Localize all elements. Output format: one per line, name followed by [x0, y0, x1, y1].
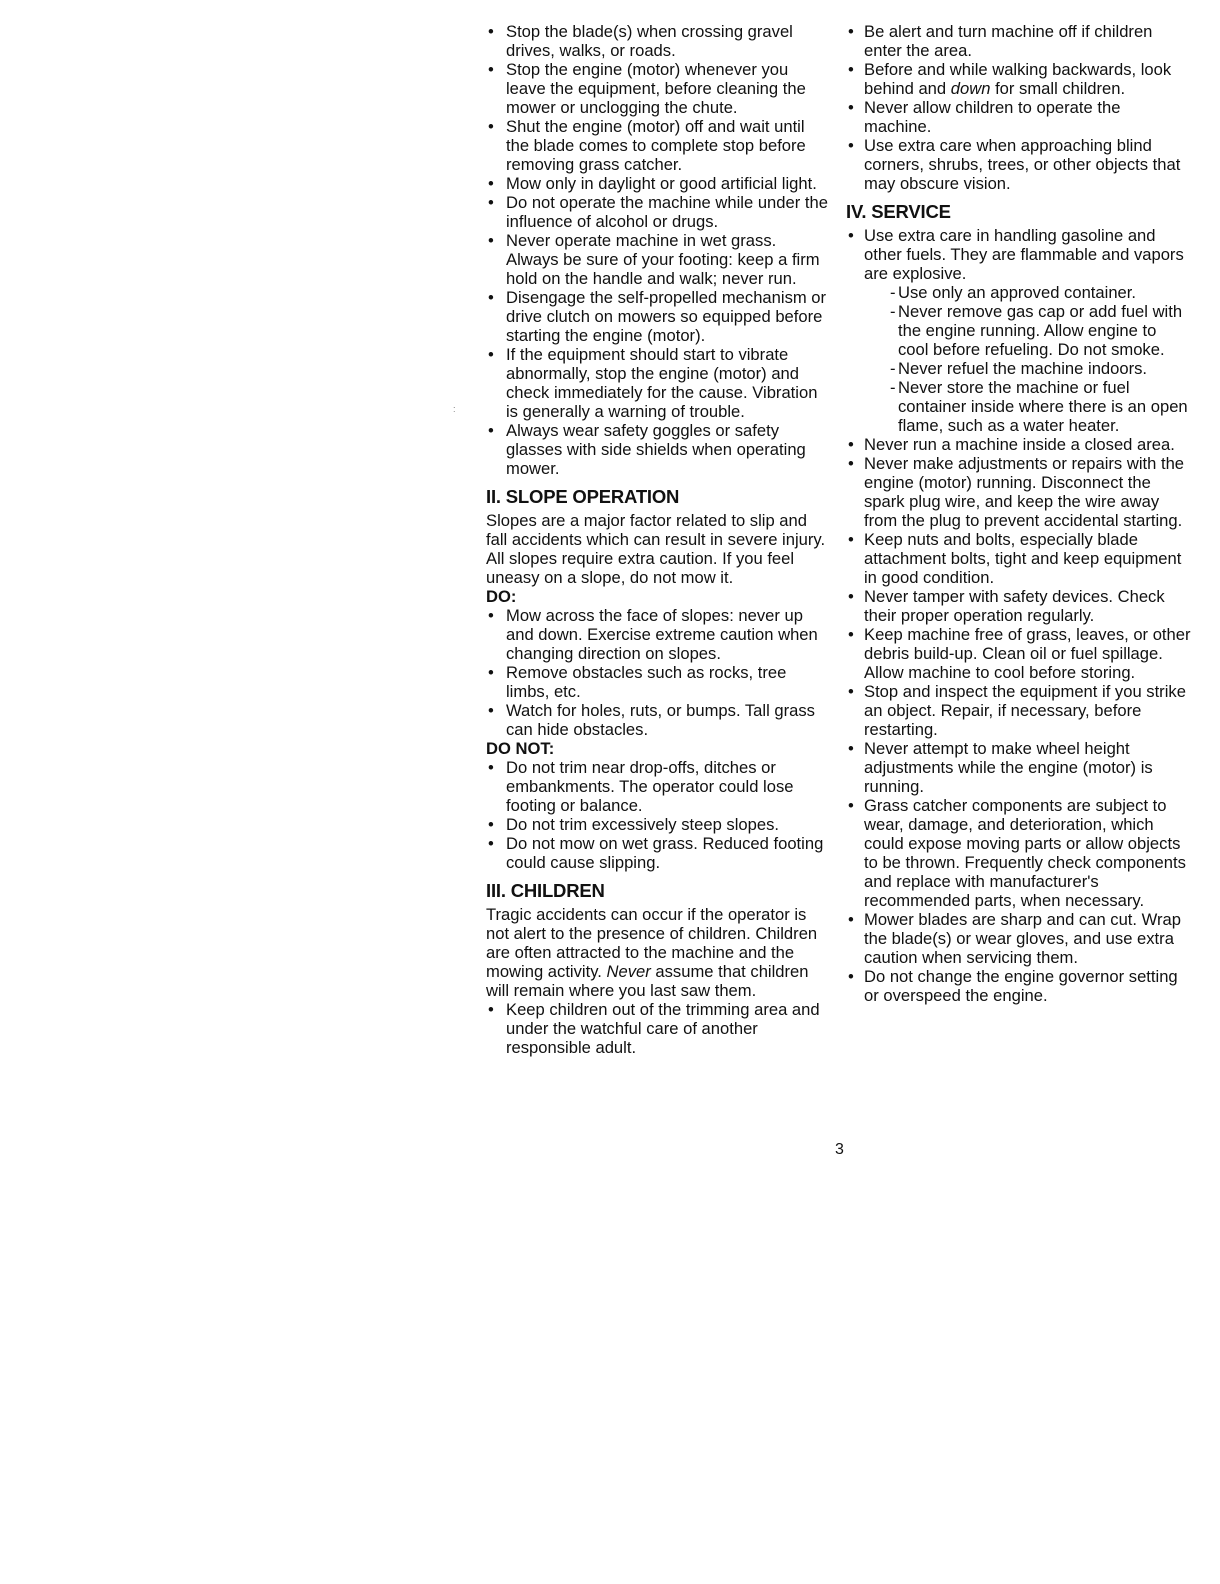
margin-mark: :	[453, 404, 456, 414]
page-number: 3	[835, 1141, 844, 1158]
list-item: • Do not mow on wet grass. Reduced footing could cause slipping.	[486, 834, 832, 872]
section-heading-service: IV. SERVICE	[846, 201, 951, 222]
list-item: • Do not trim excessively steep slopes.	[486, 815, 832, 834]
sublist-item: - Use only an approved container.	[890, 283, 1191, 302]
service-list	[846, 226, 1191, 1005]
list-item: • Mower blades are sharp and can cut. Wrap the blade(s) or wear gloves, and use extra caution when servicing them.	[846, 910, 1191, 967]
list-item-text: Before and while walking backwards, look behind and	[864, 60, 1172, 98]
do-list	[486, 606, 832, 739]
safety-list-top	[486, 22, 832, 478]
do-label: DO:	[486, 587, 517, 606]
list-item: • Keep machine free of grass, leaves, or other debris build-up. Clean oil or fuel spillage. Allow machine to cool before storing.	[846, 625, 1191, 682]
sublist-item: - Never remove gas cap or add fuel with the engine running. Allow engine to cool before refueling. Do not smoke.	[890, 302, 1191, 359]
section-heading-slope: II. SLOPE OPERATION	[486, 486, 680, 507]
children-intro	[486, 905, 832, 1000]
do-not-list	[486, 758, 832, 872]
list-item: • Stop the blade(s) when crossing gravel drives, walks, or roads.	[486, 22, 832, 60]
right-column	[846, 22, 1191, 1005]
list-item: • Grass catcher components are subject to wear, damage, and deterioration, which could expose moving parts or allow objects to be thrown. Frequently check components and replace with manufacturer's recommended parts, when necessary.	[846, 796, 1191, 910]
list-item: • Never attempt to make wheel height adjustments while the engine (motor) is running.	[846, 739, 1191, 796]
list-item: • Mow only in daylight or good artificial light.	[486, 174, 832, 193]
list-item-text: • Use extra care in handling gasoline and other fuels. They are flammable and vapors are explosive.	[864, 226, 1184, 283]
children-list	[486, 1000, 832, 1057]
list-item: • Always wear safety goggles or safety glasses with side shields when operating mower.	[486, 421, 832, 478]
list-item: • Never allow children to operate the machine.	[846, 98, 1191, 136]
list-item: • Never tamper with safety devices. Check their proper operation regularly.	[846, 587, 1191, 625]
list-item-emphasis: down	[950, 79, 991, 98]
list-item: • Be alert and turn machine off if children enter the area.	[846, 22, 1191, 60]
list-item	[846, 60, 1191, 98]
children-intro-text-end: assume that children will remain where you last saw them.	[486, 962, 809, 1000]
list-item: • Do not operate the machine while under the influence of alcohol or drugs.	[486, 193, 832, 231]
sublist-item: - Never store the machine or fuel container inside where there is an open flame, such as a water heater.	[890, 378, 1191, 435]
children-intro-text: Tragic accidents can occur if the operator is not alert to the presence of children. Children are often attracted to the machine and the mowing activity.	[486, 905, 818, 981]
list-item: • Never operate machine in wet grass. Always be sure of your footing: keep a firm hold on the handle and walk; never run.	[486, 231, 832, 288]
list-item: • Remove obstacles such as rocks, tree limbs, etc.	[486, 663, 832, 701]
list-item: • Watch for holes, ruts, or bumps. Tall grass can hide obstacles.	[486, 701, 832, 739]
list-item: • Do not change the engine governor setting or overspeed the engine.	[846, 967, 1191, 1005]
slope-intro: Slopes are a major factor related to slip and fall accidents which can result in severe injury. All slopes require extra caution. If you feel uneasy on a slope, do not mow it.	[486, 511, 826, 587]
left-column	[486, 22, 832, 1057]
list-item: • Stop the engine (motor) whenever you leave the equipment, before cleaning the mower or unclogging the chute.	[486, 60, 832, 117]
list-item: • Shut the engine (motor) off and wait until the blade comes to complete stop before removing grass catcher.	[486, 117, 832, 174]
do-not-label: DO NOT:	[486, 739, 555, 758]
list-item: • Keep children out of the trimming area and under the watchful care of another responsible adult.	[486, 1000, 832, 1057]
list-item: • Stop and inspect the equipment if you strike an object. Repair, if necessary, before restarting.	[846, 682, 1191, 739]
list-item-text-end: for small children.	[995, 79, 1126, 98]
children-list-continued	[846, 22, 1191, 193]
list-item: • Keep nuts and bolts, especially blade attachment bolts, tight and keep equipment in good condition.	[846, 530, 1191, 587]
children-intro-emphasis: Never	[606, 962, 651, 981]
list-item: • Use extra care when approaching blind corners, shrubs, trees, or other objects that may obscure vision.	[846, 136, 1191, 193]
list-item: • If the equipment should start to vibrate abnormally, stop the engine (motor) and check immediately for the cause. Vibration is generally a warning of trouble.	[486, 345, 832, 421]
sublist-item: - Never refuel the machine indoors.	[890, 359, 1191, 378]
fuel-sublist	[864, 283, 1191, 435]
list-item: • Never make adjustments or repairs with the engine (motor) running. Disconnect the spark plug wire, and keep the wire away from the plug to prevent accidental starting.	[846, 454, 1191, 530]
list-item: • Never run a machine inside a closed area.	[846, 435, 1191, 454]
list-item: • Mow across the face of slopes: never up and down. Exercise extreme caution when changing direction on slopes.	[486, 606, 832, 663]
section-heading-children: III. CHILDREN	[486, 880, 605, 901]
list-item-fuel	[846, 226, 1191, 435]
list-item: • Do not trim near drop-offs, ditches or embankments. The operator could lose footing or balance.	[486, 758, 832, 815]
list-item: • Disengage the self-propelled mechanism or drive clutch on mowers so equipped before starting the engine (motor).	[486, 288, 832, 345]
